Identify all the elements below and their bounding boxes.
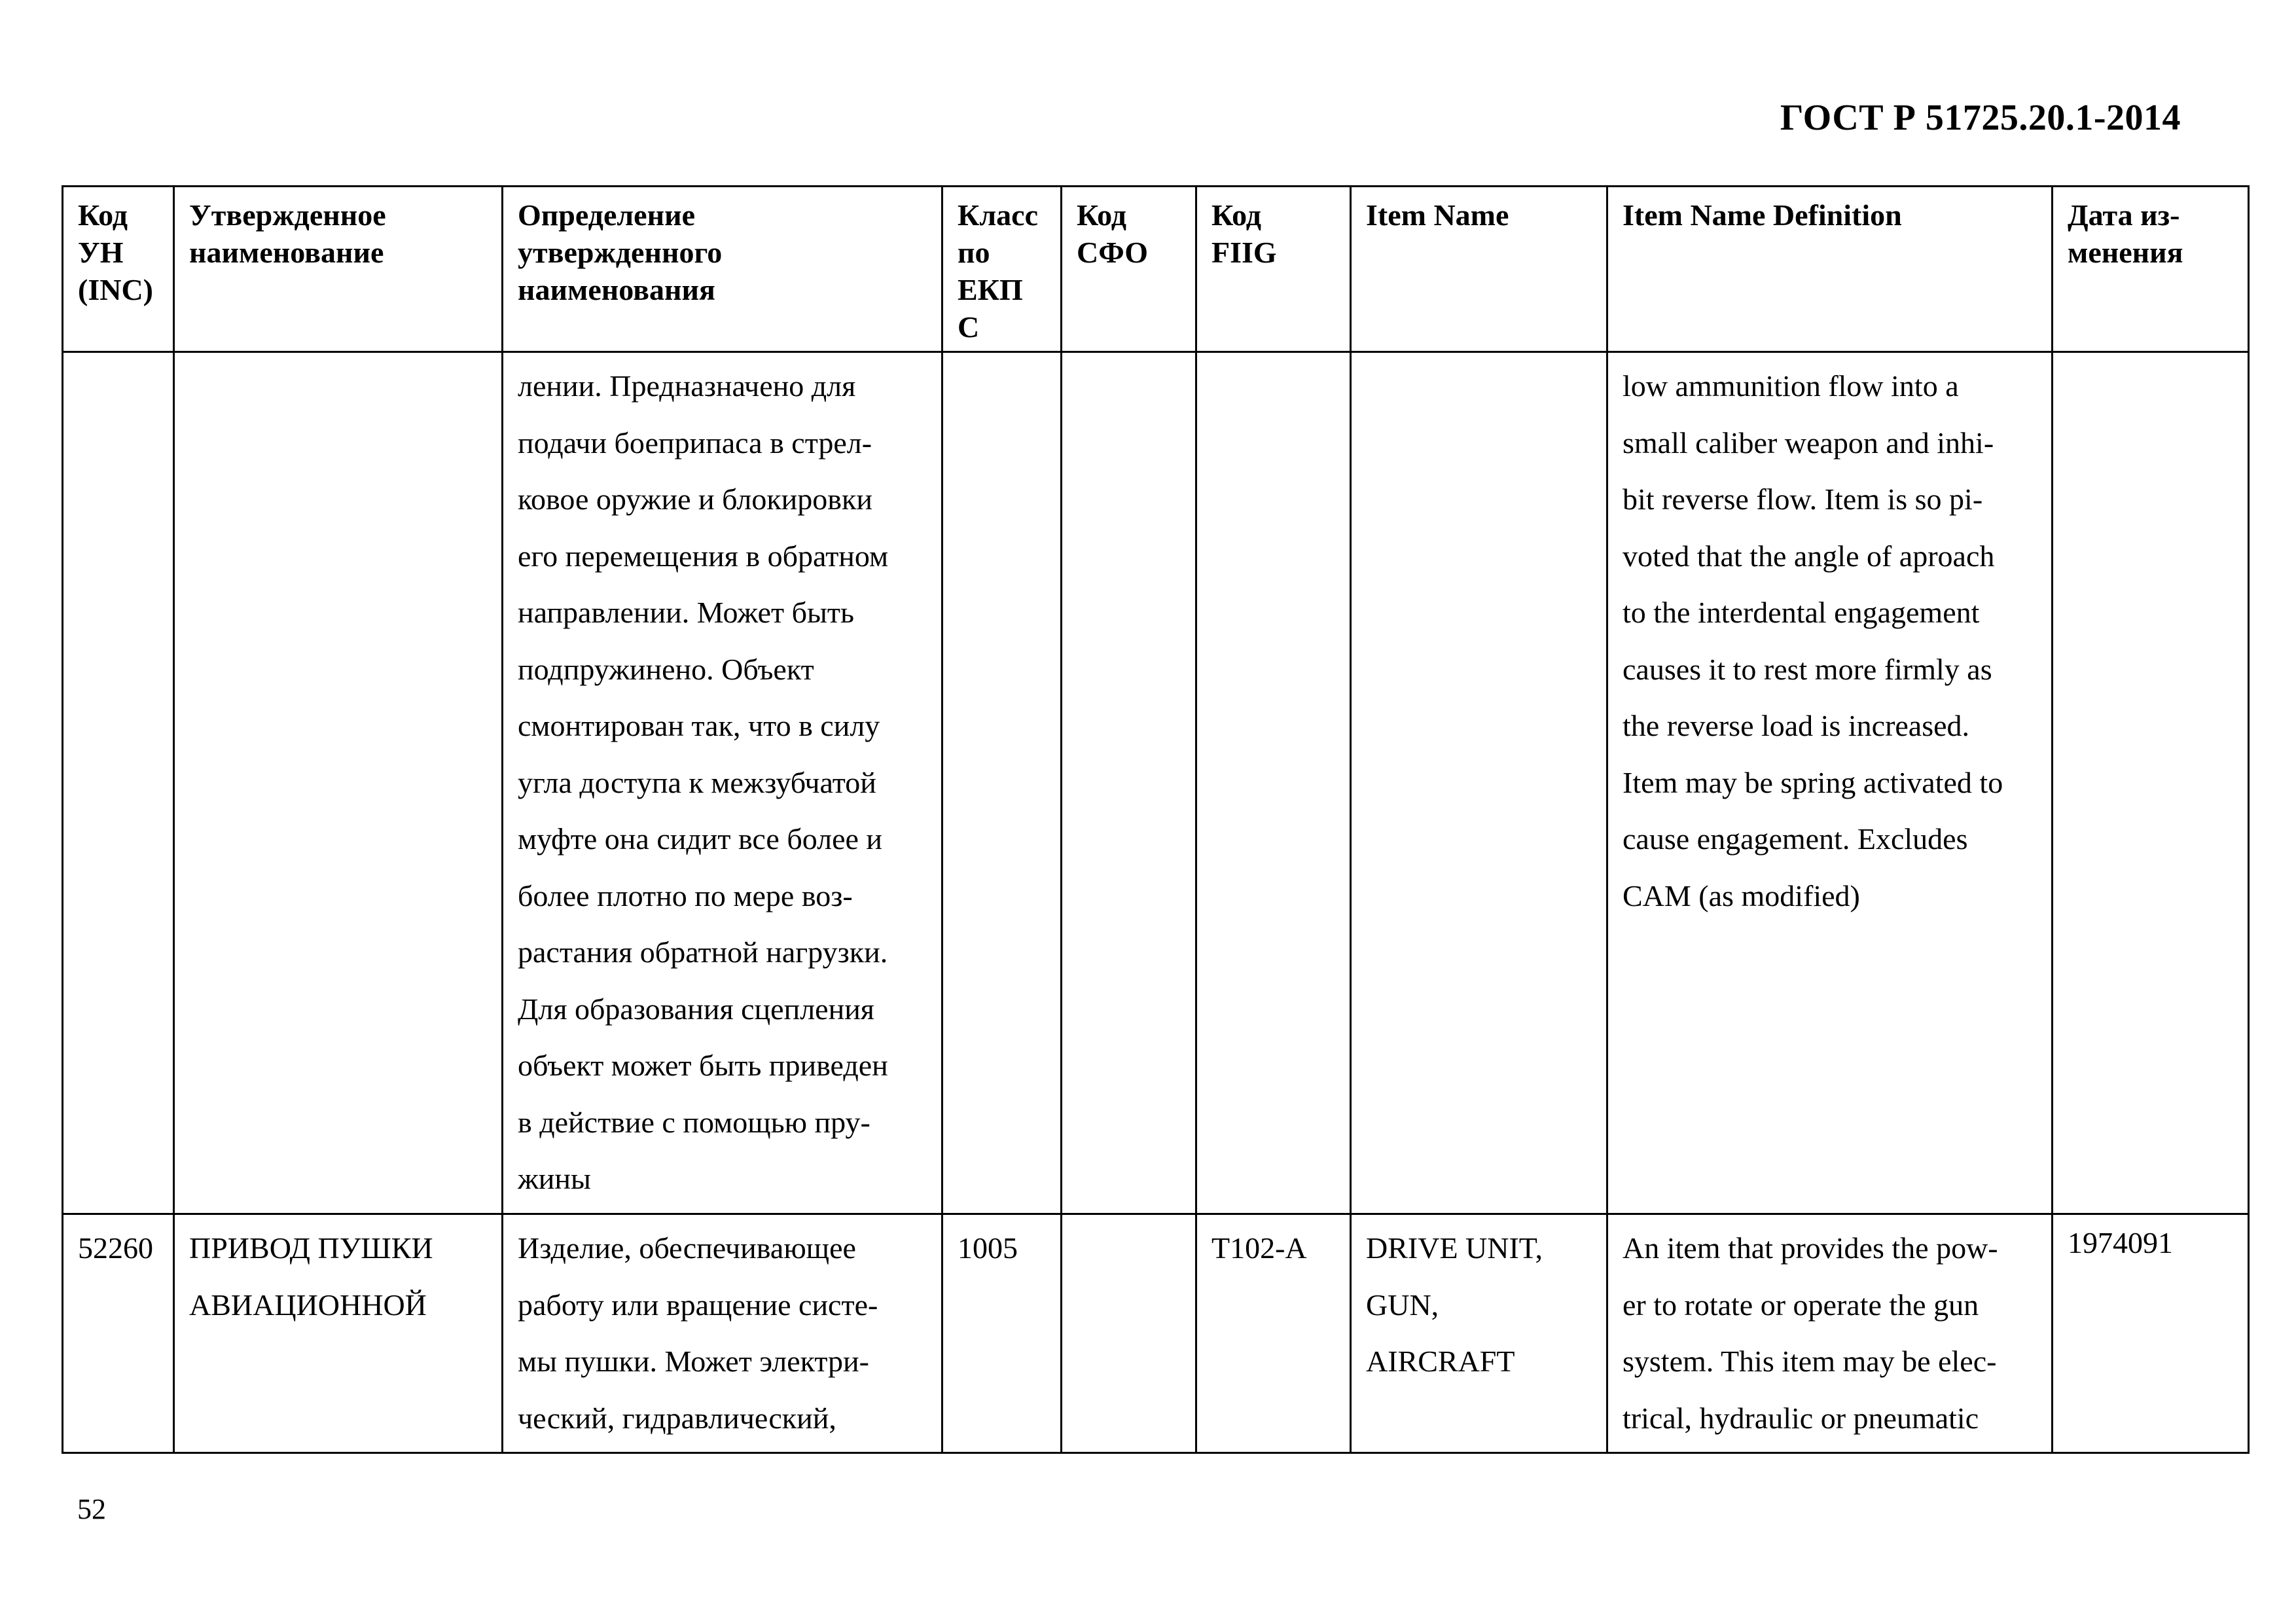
cell-item-name-definition: low ammunition flow into a small caliber weapon and inhi- bit reverse flow. Item is so pi- voted that the angle of aproach to the interdental engagement causes it to rest more firmly as the reverse load is increased. Item may be spring activated to cause engagement. Excludes CAM (as modified): [1607, 352, 2053, 1214]
cell-inc: 52260: [63, 1214, 174, 1453]
cell-change-date: 1974091: [2053, 1214, 2249, 1453]
table-header-row: [63, 187, 2249, 352]
header-ekps-class: Класс по ЕКП С: [942, 187, 1062, 352]
header-definition: Определение утвержденного наименования: [503, 187, 942, 352]
cell-approved-name: [174, 352, 503, 1214]
cell-inc: [63, 352, 174, 1214]
page-number: 52: [77, 1493, 106, 1525]
cell-fiig-code: T102-A: [1196, 1214, 1351, 1453]
table-row: [63, 352, 2249, 1214]
header-inc-code: Код УН (INC): [63, 187, 174, 352]
header-sfo-code: Код СФО: [1062, 187, 1196, 352]
header-change-date: Дата из- менения: [2053, 187, 2249, 352]
header-fiig-code: Код FIIG: [1196, 187, 1351, 352]
cell-item-name: DRIVE UNIT, GUN, AIRCRAFT: [1351, 1214, 1607, 1453]
cell-definition: Изделие, обеспечивающее работу или вращение систе- мы пушки. Может электри- ческий, гидравлический,: [503, 1214, 942, 1453]
cell-item-name-definition: An item that provides the pow- er to rotate or operate the gun system. This item may be elec- trical, hydraulic or pneumatic: [1607, 1214, 2053, 1453]
cell-item-name: [1351, 352, 1607, 1214]
header-item-name: Item Name: [1351, 187, 1607, 352]
cell-sfo-code: [1062, 1214, 1196, 1453]
cell-approved-name: ПРИВОД ПУШКИ АВИАЦИОННОЙ: [174, 1214, 503, 1453]
cell-change-date: [2053, 352, 2249, 1214]
name-definitions-table: [62, 185, 2250, 1454]
header-approved-name: Утвержденное наименование: [174, 187, 503, 352]
cell-fiig-code: [1196, 352, 1351, 1214]
cell-definition: лении. Предназначено для подачи боеприпаса в стрел- ковое оружие и блокировки его перемещения в обратном направлении. Может быть подпружинено. Объект смонтирован так, что в силу угла доступа к межзубчатой муфте она сидит все более и более плотно по мере воз- растания обратной нагрузки. Для образования сцепления объект может быть приведен в действие с помощью пру- жины: [503, 352, 942, 1214]
cell-sfo-code: [1062, 352, 1196, 1214]
header-item-name-definition: Item Name Definition: [1607, 187, 2053, 352]
cell-ekps-class: [942, 352, 1062, 1214]
cell-ekps-class: 1005: [942, 1214, 1062, 1453]
document-number: ГОСТ Р 51725.20.1-2014: [1780, 98, 2181, 138]
table-row: [63, 1214, 2249, 1453]
